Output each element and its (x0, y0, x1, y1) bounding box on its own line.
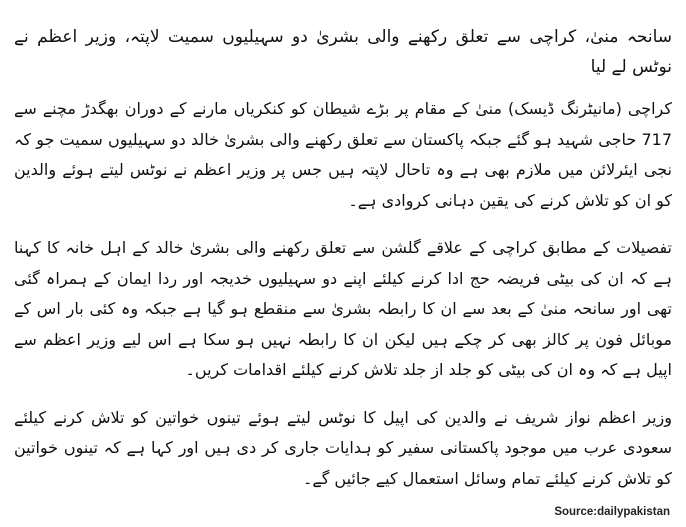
article-paragraph: کراچی (مانیٹرنگ ڈیسک) منیٰ کے مقام پر بڑے شیطان کو کنکریاں مارنے کے دوران بھگدڑ مچنے سے 717 حاجی شہید ہو گئے جبکہ پاکستان سے تعلق رکھنے والی بشریٰ خالد دو سہیلیوں سمیت جو کہ نجی ایئرلائن میں ملازم بھی ہے وہ تاحال لاپتہ ہیں جس پر وزیر اعظم نے نوٹس لیتے ہوئے والدین کو ان کو تلاش کرنے کی یقین دہانی کروادی ہے۔ (14, 99, 672, 210)
article-headline: سانحہ منیٰ، کراچی سے تعلق رکھنے والی بشریٰ دو سہیلیوں سمیت لاپتہ، وزیر اعظم نے نوٹس لے لیا (14, 27, 672, 77)
article-paragraph: تفصیلات کے مطابق کراچی کے علاقے گلشن سے تعلق رکھنے والی بشریٰ خالد کے اہل خانہ کا کہنا ہے کہ ان کی بیٹی فریضہ حج ادا کرنے کیلئے اپنے دو سہیلیوں خدیجہ اور ردا ایمان کے ہمراہ گئی تھی اور سانحہ منیٰ کے بعد سے ان کا رابطہ بشریٰ سے منقطع ہو گیا ہے جبکہ وہ کئی بار اس کے موبائل فون پر کالز بھی کر چکے ہیں لیکن ان کا رابطہ نہیں ہو سکا ہے اس لیے وزیر اعظم سے اپیل ہے کہ وہ ان کی بیٹی کو جلد از جلد تلاش کرنے کیلئے اقدامات کریں۔ (14, 238, 672, 379)
article-paragraph: وزیر اعظم نواز شریف نے والدین کی اپیل کا نوٹس لیتے ہوئے تینوں خواتین کو تلاش کرنے کیلئے سعودی عرب میں موجود پاکستانی سفیر کو ہدایات جاری کر دی ہیں اور کہا ہے کہ تینوں خواتین کو تلاش کرنے کیلئے تمام وسائل استعمال کیے جائیں گے۔ (14, 407, 672, 488)
article (14, 22, 672, 511)
source-credit: Source:dailypakistan (554, 506, 670, 518)
